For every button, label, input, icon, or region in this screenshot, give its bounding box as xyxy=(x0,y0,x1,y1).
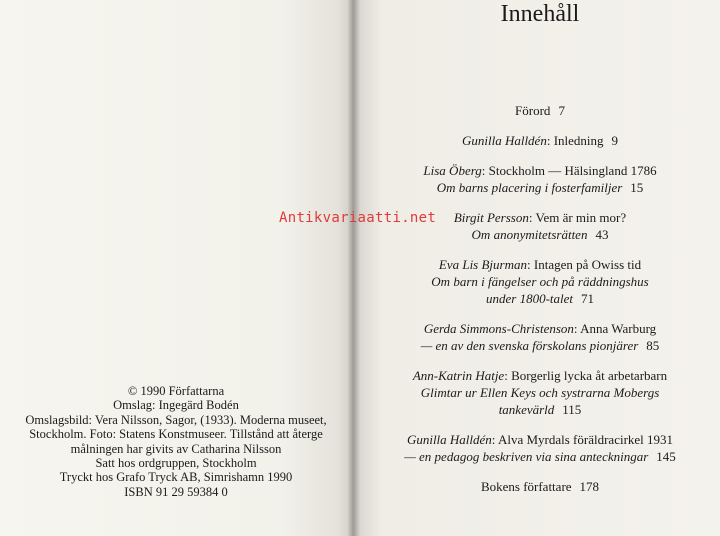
toc-entry: Gunilla Halldén: Alva Myrdals föräldracirkel 1931 — en pedagog beskriven via sina anteckningar 145 xyxy=(404,432,676,464)
colophon-line: Omslag: Ingegärd Bodén xyxy=(113,398,239,413)
entry-author: Ann-Katrin Hatje xyxy=(412,368,505,383)
entry-title: Förord xyxy=(515,103,551,118)
colophon-line: Omslagsbild: Vera Nilsson, Sagor, (1933). Moderna museet, xyxy=(25,412,327,427)
entry-title: Alva Myrdals föräldracirkel 1931 xyxy=(497,432,674,447)
toc-entry: Lisa Öberg: Stockholm — Hälsingland 1786 Om barns placering i fosterfamiljer 15 xyxy=(423,163,657,195)
entry-author: Lisa Öberg xyxy=(423,163,482,178)
entry-subtitle: Om anonymitetsrätten xyxy=(471,227,588,242)
entry-subtitle: under 1800-talet xyxy=(485,291,573,306)
toc-entry: Gunilla Halldén: Inledning 9 xyxy=(461,133,619,148)
colophon xyxy=(0,384,352,499)
entry-subtitle: Om barn i fängelser och på räddningshus xyxy=(431,274,649,289)
colophon-line: © 1990 Författarna xyxy=(127,384,225,398)
colophon-line: Satt hos ordgruppen, Stockholm xyxy=(95,456,257,471)
table-of-contents xyxy=(360,102,720,508)
colophon-line: ISBN 91 29 59384 0 xyxy=(124,484,228,499)
entry-subtitle: Glimtar ur Ellen Keys och systrarna Mobergs xyxy=(420,385,660,400)
entry-title: Inledning xyxy=(553,133,604,148)
entry-page: 85 xyxy=(646,338,660,353)
entry-title: Anna Warburg xyxy=(580,321,657,336)
entry-title: Borgerlig lycka åt arbetarbarn xyxy=(511,368,668,383)
entry-author: Gunilla Halldén xyxy=(461,133,547,148)
entry-page: 7 xyxy=(558,103,565,118)
entry-author: Birgit Persson xyxy=(453,210,529,225)
entry-title: Vem är min mor? xyxy=(535,210,627,225)
toc-entry: Gerda Simmons-Christenson: Anna Warburg — en av den svenska förskolans pionjärer 85 xyxy=(420,321,660,353)
entry-page: 15 xyxy=(630,180,644,195)
colophon-line: Stockholm. Foto: Statens Konstmuseer. Tillstånd att återge xyxy=(29,427,323,442)
toc-title: Innehåll xyxy=(500,1,580,27)
entry-subtitle: Om barns placering i fosterfamiljer xyxy=(436,180,623,195)
entry-subtitle: tankevärld xyxy=(498,402,555,417)
entry-subtitle: — en av den svenska förskolans pionjärer xyxy=(420,338,639,353)
entry-author: Gerda Simmons-Christenson xyxy=(423,321,574,336)
watermark: Antikvariaatti.net xyxy=(279,210,437,226)
toc-entry: Ann-Katrin Hatje: Borgerlig lycka åt arbetarbarn Glimtar ur Ellen Keys och systrarna Mobergs tankevärld 115 xyxy=(412,368,668,417)
toc-entry: Birgit Persson: Vem är min mor? Om anonymitetsrätten 43 xyxy=(453,210,627,242)
entry-title: Bokens författare xyxy=(480,479,572,494)
entry-page: 71 xyxy=(581,291,594,306)
colophon-line: målningen har givits av Catharina Nilsson xyxy=(70,441,282,456)
entry-subtitle: — en pedagog beskriven via sina anteckningar xyxy=(404,449,649,464)
entry-author: Eva Lis Bjurman xyxy=(438,257,527,272)
entry-title: Stockholm — Hälsingland 1786 xyxy=(488,163,657,178)
entry-page: 43 xyxy=(595,227,609,242)
toc-entry: Eva Lis Bjurman: Intagen på Owiss tid Om barn i fängelser och på räddningshus under 1800-talet 71 xyxy=(431,257,649,306)
entry-title: Intagen på Owiss tid xyxy=(533,257,642,272)
toc-entry xyxy=(360,478,720,495)
entry-page: 9 xyxy=(611,133,619,148)
entry-page: 145 xyxy=(656,449,676,464)
entry-page: 178 xyxy=(579,479,600,494)
entry-page: 115 xyxy=(562,402,582,417)
toc-entry xyxy=(360,102,720,119)
colophon-line: Tryckt hos Grafo Tryck AB, Simrishamn 1990 xyxy=(59,470,293,485)
entry-author: Gunilla Halldén xyxy=(406,432,492,447)
